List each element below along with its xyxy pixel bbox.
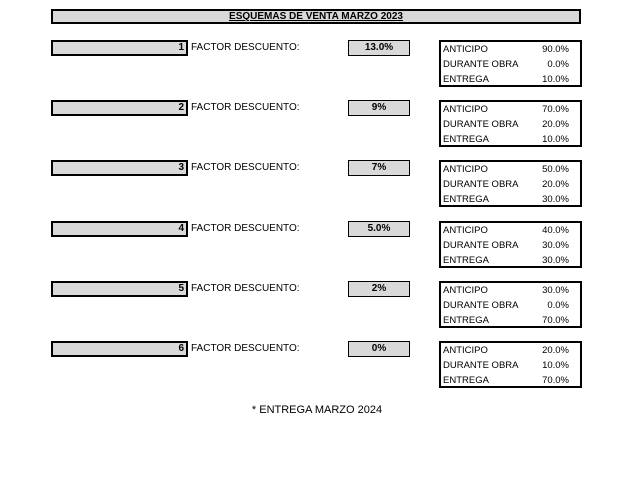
scheme-number: 3 [51,160,188,176]
payment-value: 10.0% [542,360,569,371]
factor-label: FACTOR DESCUENTO: [191,42,300,53]
payment-value: 30.0% [542,194,569,206]
payment-label: DURANTE OBRA [443,360,519,371]
payment-value: 30.0% [542,254,569,266]
payment-value: 40.0% [542,224,569,236]
payment-table [439,281,582,328]
payment-label: ANTICIPO [443,164,488,176]
factor-label: FACTOR DESCUENTO: [191,162,300,174]
payment-value: 10.0% [542,74,569,85]
footnote-text: * ENTREGA MARZO 2024 [251,404,383,416]
scheme-block [0,341,640,391]
payment-label: ANTICIPO [443,345,488,356]
scheme-number: 1 [51,40,188,56]
payment-row [443,313,579,328]
payment-label: ENTREGA [443,134,489,146]
payment-table [439,341,582,388]
payment-value: 70.0% [542,375,569,386]
payment-value: 30.0% [542,284,569,296]
payment-row [443,132,579,147]
payment-row [443,162,579,177]
payment-label: ANTICIPO [443,284,488,296]
payment-label: DURANTE OBRA [443,59,519,70]
payment-row [443,102,579,117]
discount-value: 7% [348,160,410,176]
payment-row [443,192,579,207]
factor-label: FACTOR DESCUENTO: [191,282,300,294]
payment-row [443,177,579,192]
scheme-block [0,40,640,90]
payment-row [443,298,579,313]
payment-value: 90.0% [542,44,569,55]
payment-label: ENTREGA [443,74,489,85]
payment-row [443,223,579,238]
payment-label: DURANTE OBRA [443,299,519,311]
scheme-number: 6 [51,341,188,357]
payment-label: ENTREGA [443,254,489,266]
payment-label: DURANTE OBRA [443,239,519,251]
payment-value: 30.0% [542,239,569,251]
payment-value: 20.0% [542,345,569,356]
payment-row [443,358,579,373]
payment-table [439,221,582,268]
discount-value: 0% [348,341,410,357]
payment-value: 0.0% [547,59,569,70]
payment-label: ANTICIPO [443,224,488,236]
footnote [0,403,640,417]
payment-value: 0.0% [547,299,569,311]
discount-value: 2% [348,281,410,297]
payment-label: ANTICIPO [443,104,488,116]
payment-value: 20.0% [542,119,569,131]
payment-table [439,40,582,87]
scheme-block [0,100,640,150]
payment-label: DURANTE OBRA [443,119,519,131]
payment-label: ENTREGA [443,314,489,326]
payment-label: ENTREGA [443,194,489,206]
payment-label: ANTICIPO [443,44,488,55]
payment-value: 20.0% [542,179,569,191]
page-title [51,9,581,24]
payment-row [443,72,579,87]
scheme-number: 5 [51,281,188,297]
payment-row [443,42,579,57]
payment-label: ENTREGA [443,375,489,386]
payment-row [443,238,579,253]
scheme-block [0,221,640,271]
payment-row [443,373,579,388]
payment-row [443,57,579,72]
payment-value: 70.0% [542,314,569,326]
page-title-text: ESQUEMAS DE VENTA MARZO 2023 [229,11,403,22]
payment-table [439,160,582,207]
scheme-block [0,281,640,331]
discount-value: 13.0% [348,40,410,56]
payment-label: DURANTE OBRA [443,179,519,191]
discount-value: 5.0% [348,221,410,237]
payment-row [443,343,579,358]
payment-table [439,100,582,147]
discount-value: 9% [348,100,410,116]
payment-row [443,283,579,298]
payment-value: 70.0% [542,104,569,116]
payment-row [443,253,579,268]
scheme-number: 4 [51,221,188,237]
payment-row [443,117,579,132]
factor-label: FACTOR DESCUENTO: [191,102,300,114]
payment-value: 50.0% [542,164,569,176]
factor-label: FACTOR DESCUENTO: [191,222,300,234]
scheme-number: 2 [51,100,188,116]
scheme-block [0,160,640,210]
payment-value: 10.0% [542,134,569,146]
factor-label: FACTOR DESCUENTO: [191,343,300,354]
